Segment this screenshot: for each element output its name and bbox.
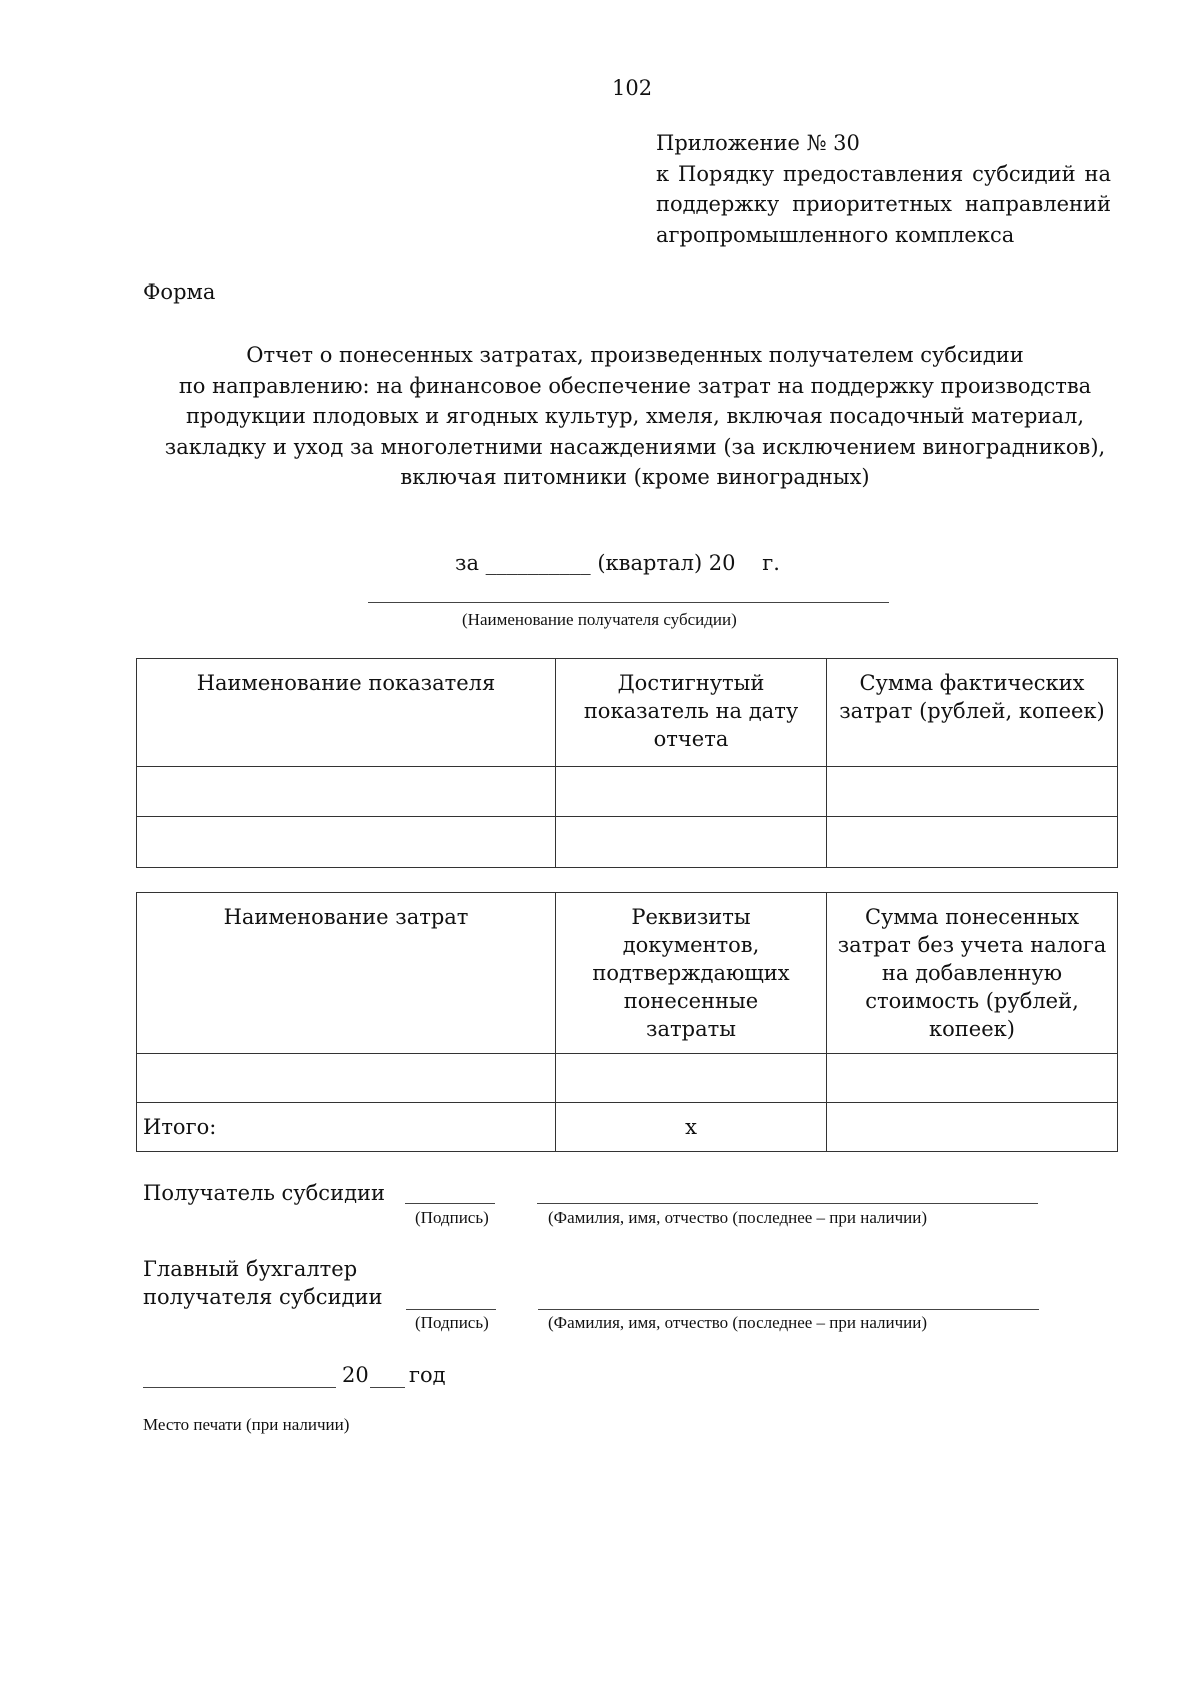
quarter-blank[interactable]: __________ xyxy=(485,551,591,575)
appendix-line: поддержку приоритетных направлений xyxy=(656,192,1111,216)
table-row xyxy=(137,1054,1118,1103)
year-prefix: 20 xyxy=(342,1363,369,1387)
table-header: Наименование затрат xyxy=(137,893,556,1054)
year-blank-line[interactable] xyxy=(370,1387,405,1388)
table-cell[interactable] xyxy=(556,1054,827,1103)
title-line: по направлению: на финансовое обеспечение затрат на поддержку производства xyxy=(178,373,1092,398)
table-header: Сумма понесенных затрат без учета налога на добавленную стоимость (рублей, копеек) xyxy=(827,893,1118,1054)
recipient-signature-line[interactable] xyxy=(405,1203,495,1204)
appendix-reference xyxy=(656,128,1111,250)
table-row xyxy=(137,767,1118,817)
table-header: Наименование показателя xyxy=(137,659,556,767)
title-line: продукции плодовых и ягодных культур, хмеля, включая посадочный материал, xyxy=(185,404,1085,428)
total-label: Итого: xyxy=(137,1103,556,1152)
title-line: включая питомники (кроме виноградных) xyxy=(400,465,870,489)
appendix-line: к Порядку предоставления субсидий на xyxy=(656,161,1111,186)
recipient-label: Получатель субсидии xyxy=(143,1181,385,1205)
accountant-signature-line[interactable] xyxy=(406,1309,496,1310)
fullname-caption: (Фамилия, имя, отчество (последнее – при наличии) xyxy=(548,1313,928,1332)
table-row xyxy=(137,817,1118,868)
page-number: 102 xyxy=(612,76,653,100)
table-header: Сумма фактических затрат (рублей, копеек) xyxy=(827,659,1118,767)
date-day-month-line[interactable] xyxy=(143,1387,336,1388)
total-row xyxy=(137,1103,1118,1152)
table-cell[interactable] xyxy=(556,817,827,868)
table-cell[interactable] xyxy=(827,767,1118,817)
table-cell[interactable] xyxy=(137,817,556,868)
recipient-fullname-line[interactable] xyxy=(537,1203,1038,1204)
period-suffix: г. xyxy=(762,551,780,575)
table-header: Достигнутый показатель на дату отчета xyxy=(556,659,827,767)
appendix-line: агропромышленного комплекса xyxy=(656,222,1015,247)
signature-caption: (Подпись) xyxy=(415,1313,489,1332)
year-suffix: год xyxy=(409,1363,446,1387)
indicators-table xyxy=(136,658,1118,868)
table-cell[interactable] xyxy=(137,767,556,817)
accountant-label-2: получателя субсидии xyxy=(143,1285,383,1309)
table-cell[interactable] xyxy=(556,767,827,817)
table-cell[interactable] xyxy=(827,1054,1118,1103)
document-title xyxy=(140,340,1130,493)
recipient-name-line[interactable] xyxy=(368,602,889,603)
title-line: закладку и уход за многолетними насаждениями (за исключением виноградников), xyxy=(164,434,1106,459)
period-line xyxy=(455,551,780,575)
table-cell[interactable] xyxy=(827,817,1118,868)
stamp-note: Место печати (при наличии) xyxy=(143,1415,350,1434)
accountant-label-1: Главный бухгалтер xyxy=(143,1257,358,1281)
appendix-line: Приложение № 30 xyxy=(656,131,860,155)
period-middle: (квартал) 20 xyxy=(597,551,736,575)
table-header: Реквизиты документов, подтверждающих понесенные затраты xyxy=(556,893,827,1054)
form-label: Форма xyxy=(143,280,216,304)
total-sum-cell[interactable] xyxy=(827,1103,1118,1152)
table-cell[interactable] xyxy=(137,1054,556,1103)
recipient-caption: (Наименование получателя субсидии) xyxy=(462,610,737,629)
accountant-fullname-line[interactable] xyxy=(538,1309,1039,1310)
period-prefix: за xyxy=(455,551,479,575)
title-line: Отчет о понесенных затратах, произведенных получателем субсидии xyxy=(246,343,1024,367)
fullname-caption: (Фамилия, имя, отчество (последнее – при наличии) xyxy=(548,1208,928,1227)
total-mark: x xyxy=(556,1103,827,1152)
expenses-table xyxy=(136,892,1118,1152)
signature-caption: (Подпись) xyxy=(415,1208,489,1227)
